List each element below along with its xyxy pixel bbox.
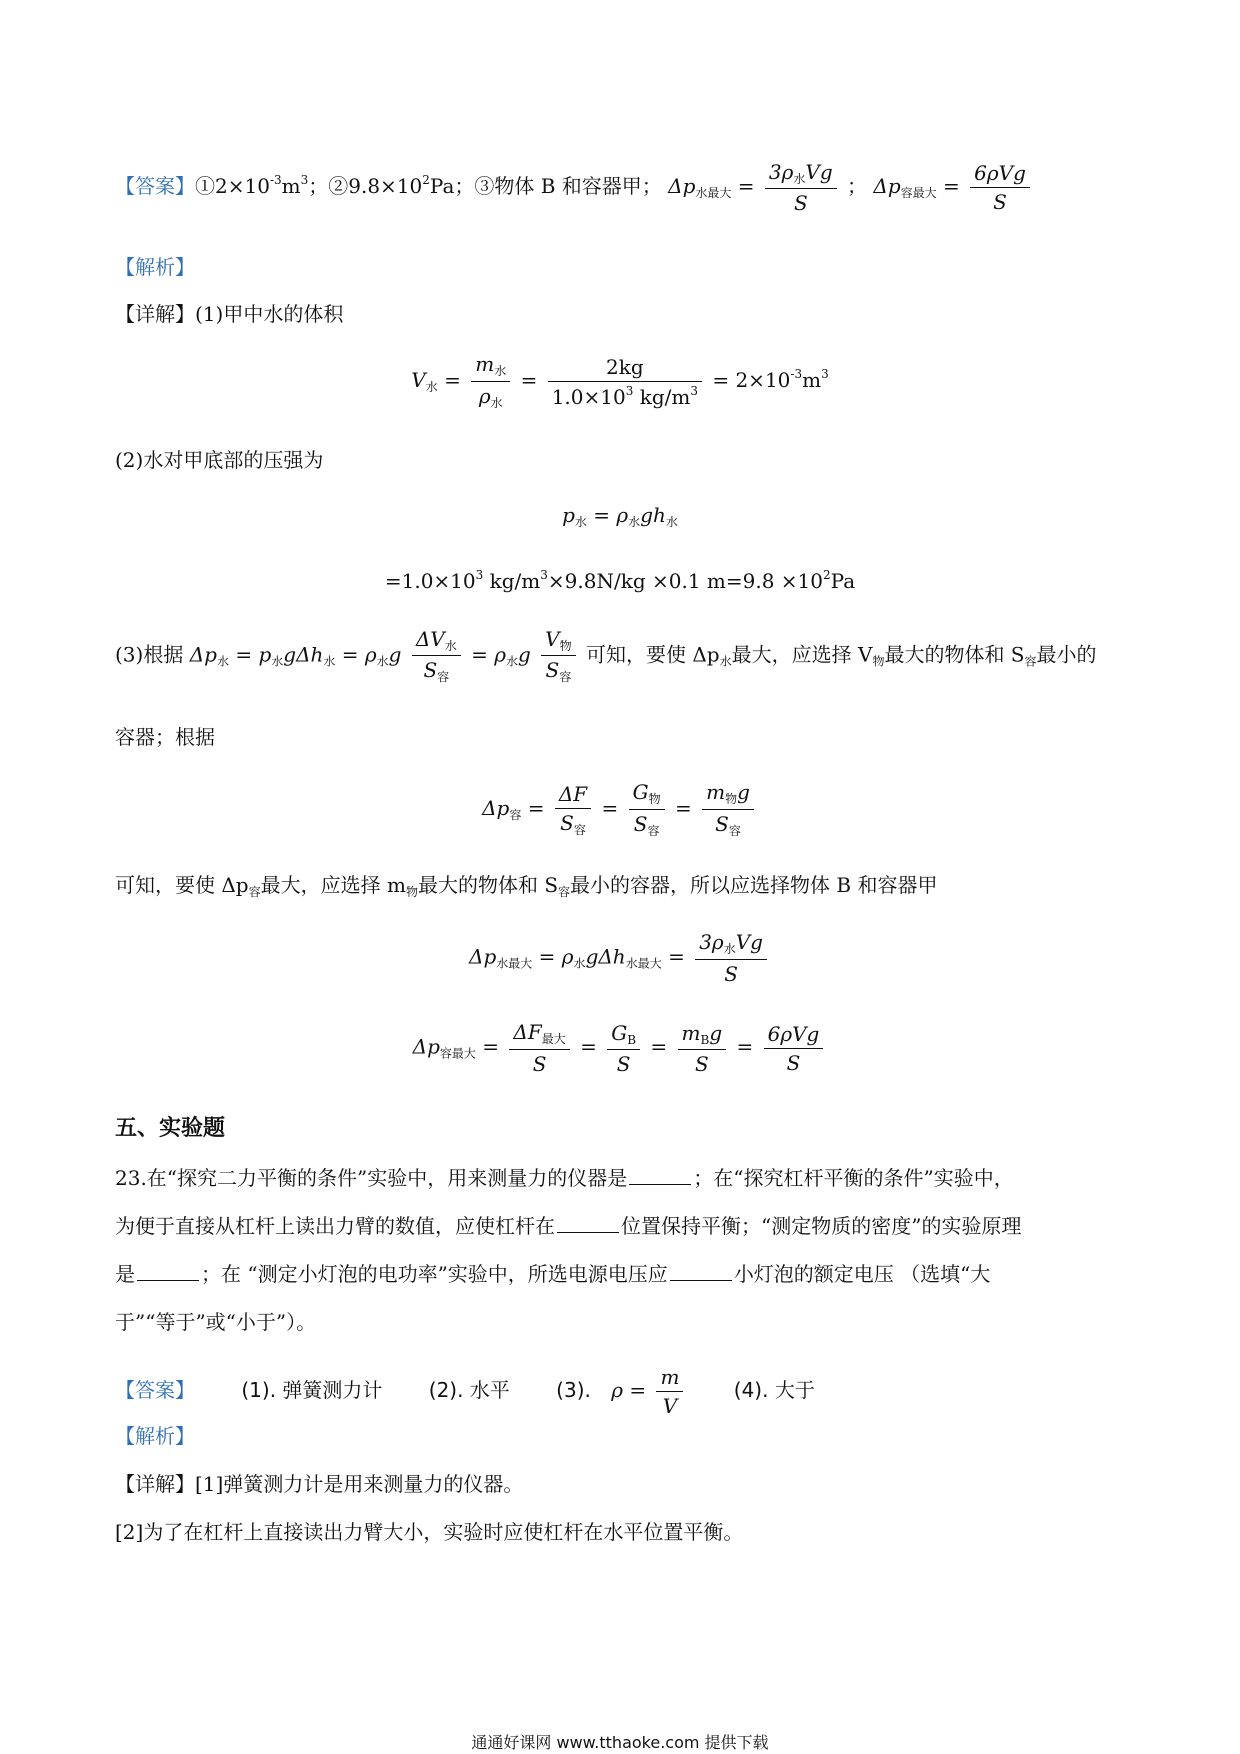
answer-blank[interactable] (629, 1183, 691, 1185)
analysis-tag-2: 【解析】 (115, 1424, 195, 1448)
footer: 通通好课网 www.tthaoke.com 提供下载 (471, 1733, 769, 1752)
question-23-line-1: 23.在“探究二力平衡的条件”实验中，用来测量力的仪器是 ；在“探究杠杆平衡的条件”实验中， (115, 1166, 1014, 1190)
fraction: $\frac{3\rho_水Vg}{S}$ (765, 160, 837, 215)
equation-container: $\Delta p_容$ = $\frac{\Delta F}{S_容}$ = $\frac{G_物}{S_容}$ = $\frac{m_物g}{S_容}$ (0, 780, 1240, 839)
analysis-tag-1: 【解析】 (115, 255, 195, 279)
equation-water-max: $\Delta p_{水最大} = \rho_水g\Delta h_{水最大}$ = $\frac{3\rho_水Vg}{S}$ (0, 930, 1240, 986)
detail-2-line-2: [2]为了在杠杆上直接读出力臂大小，实验时应使杠杆在水平位置平衡。 (115, 1520, 744, 1544)
step-3-line-2: 容器；根据 (115, 725, 215, 749)
equation-pressure-calc: $=1.0\times 10^3$ $kg/m^3\times 9.8N/kg \times 0.1$ $m=9.8 \times 10^2Pa$ (384, 568, 856, 593)
step-3: (3)根据 $\Delta p_水 = p_水g\Delta h_水 = \rho_水g$ $\frac{\Delta V_水}{S_容}$ = $\rho_水g$ $\frac{V_物}{S_容}$ 可知，要使 $\Delta p_水$最大，应选择 $V_物$最大的物体和 $S_容$最小的 (115, 627, 1097, 685)
equation-volume: $V_水$ = $\frac{m_水}{\rho_水}$ = $\frac{2kg}{1.0\times 10^3 kg/m^3}$ = $2\times 10^{-3}m^3$ (411, 352, 829, 410)
equation-container-max: $\Delta p_{容最大}$ = $\frac{\Delta F_{最大}}{S}$ = $\frac{G_B}{S}$ = $\frac{m_Bg}{S}$ = $\frac{\text{6ρVg}}{S}$ (0, 1020, 1240, 1076)
detail-1: 【详解】(1)甲中水的体积 (115, 302, 344, 326)
answer-blank[interactable] (670, 1279, 732, 1281)
answer-tag: 【答案】 (115, 174, 195, 199)
answer-line-2: 【答案】 (1). 弹簧测力计 (2). 水平 (3). ρ = $\frac{m}{V}$ (4). 大于 (115, 1365, 815, 1418)
step-2: (2)水对甲底部的压强为 (115, 448, 324, 472)
fraction: $\frac{\text{6ρVg}}{S}$ (970, 161, 1030, 214)
equation-pressure: $p_水 = \rho_水gh_水$ (562, 503, 678, 529)
question-23-line-4: 于”“等于”或“小于”）。 (115, 1310, 317, 1334)
answer-line-1: 【答案】$①2\times 10^{-3}m^3$；$②9.8\times 10^2Pa$；③物体 B 和容器甲； $\Delta p_{水最大}$ = $\frac{3\rho_水Vg}{S}$ ； $\Delta p_{容最大}$ = $\frac{\text{6ρVg}}{S}$ (115, 160, 1034, 215)
conclusion: 可知，要使 $\Delta p_容$最大，应选择 $m_物$最大的物体和 $S_容$最小的容器，所以应选择物体 B 和容器甲 (115, 873, 938, 899)
answer-blank[interactable] (557, 1231, 619, 1233)
question-23-line-3: 是 ；在 “测定小灯泡的电功率”实验中，所选电源电压应 小灯泡的额定电压 （选填“大 (115, 1262, 991, 1286)
question-23-line-2: 为便于直接从杠杆上读出力臂的数值，应使杠杆在 位置保持平衡；“测定物质的密度”的实验原理 (115, 1214, 1022, 1238)
answer-blank[interactable] (137, 1279, 199, 1281)
detail-2-line-1: 【详解】[1]弹簧测力计是用来测量力的仪器。 (115, 1472, 524, 1496)
section-title: 五、实验题 (115, 1115, 226, 1141)
